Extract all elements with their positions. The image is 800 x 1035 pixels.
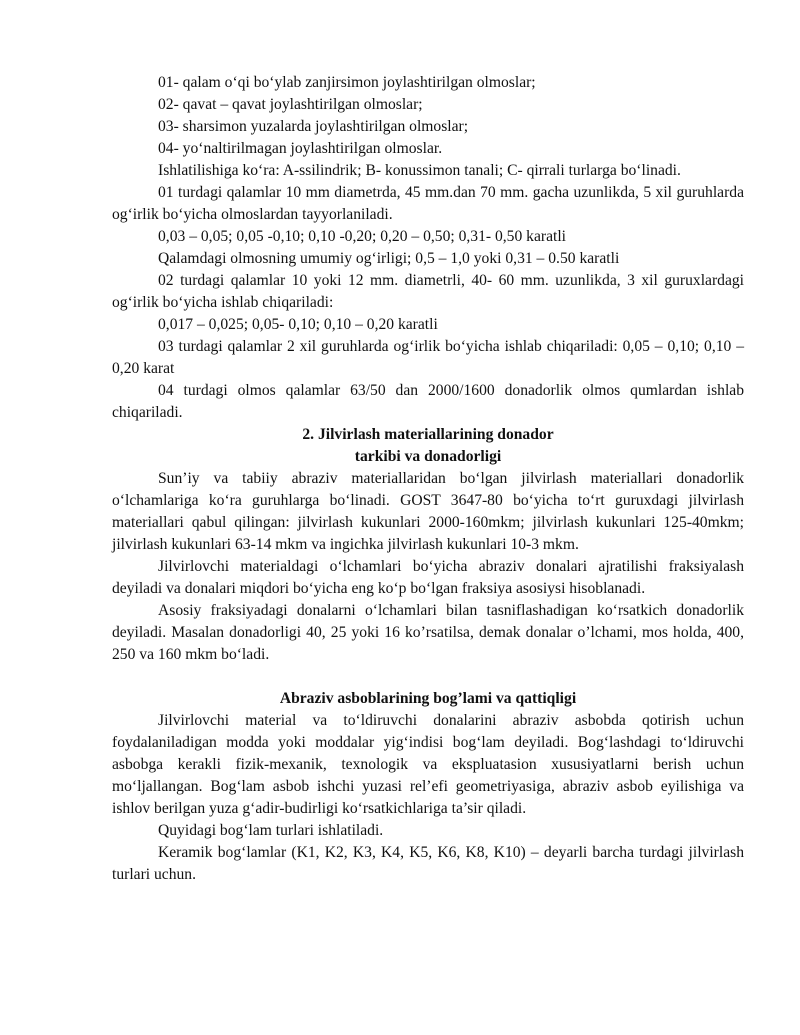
spacer	[112, 666, 744, 688]
paragraph-bond-types: Quyidagi bog‘lam turlari ishlatiladi.	[158, 822, 384, 839]
paragraph-type-04: 04 turdagi olmos qalamlar 63/50 dan 2000/1600 donadorlik olmos qumlardan ishlab chiqariladi.	[112, 382, 744, 421]
paragraph-shape-types: Ishlatilishiga ko‘ra: A-ssilindrik; B- konussimon tanali; C- qirrali turlarga bo‘linadi.	[158, 162, 681, 179]
document-page	[112, 72, 744, 886]
section-heading-2-line2: tarkibi va donadorligi	[354, 448, 502, 465]
weight-ranges-02: 0,017 – 0,025; 0,05- 0,10; 0,10 – 0,20 karatli	[158, 316, 438, 333]
list-item: 01- qalam o‘qi bo‘ylab zanjirsimon joylashtirilgan olmoslar;	[158, 74, 536, 91]
list-item: 02- qavat – qavat joylashtirilgan olmoslar;	[158, 96, 423, 113]
paragraph-gost: Sun’iy va tabiiy abraziv materiallaridan bo‘lgan jilvirlash materiallari donadorlik o‘lchamlariga ko‘ra guruhlarga bo‘linadi. GOST 3647-80 bo‘yicha to‘rt guruxdagi jilvirlash materiallari qabul qilingan: jilvirlash kukunlari 2000-160mkm; jilvirlash kukunlari 125-40mkm; jilvirlash kukunlari 63-14 mkm va ingichka jilvirlash kukunlari 10-3 mkm.	[112, 470, 744, 553]
paragraph-type-01: 01 turdagi qalamlar 10 mm diametrda, 45 mm.dan 70 mm. gacha uzunlikda, 5 xil guruhlarda og‘irlik bo‘yicha olmoslardan tayyorlaniladi.	[112, 184, 744, 223]
list-item: 04- yo‘naltirilmagan joylashtirilgan olmoslar.	[158, 140, 443, 157]
paragraph-type-03: 03 turdagi qalamlar 2 xil guruhlarda og‘irlik bo‘yicha ishlab chiqariladi: 0,05 – 0,10; 0,10 – 0,20 karat	[112, 338, 744, 377]
paragraph-bond: Jilvirlovchi material va to‘ldiruvchi donalarini abraziv asbobda qotirish uchun foydalaniladigan modda yoki moddalar yig‘indisi bog‘lam deyiladi. Bog‘lashdagi to‘ldiruvchi asbobga kerakli fizik-mexanik, texnologik va ekspluatasion xususiyatlarni berish uchun mo‘ljallangan. Bog‘lam asbob ishchi yuzasi rel’efi geometriyasiga, abraziv asbob eyilishiga va ishlov berilgan yuza g‘adir-budirligi ko‘rsatkichlariga ta’sir qiladi.	[112, 712, 744, 817]
paragraph-fractioning: Jilvirlovchi materialdagi o‘lchamlari bo‘yicha abraziv donalari ajratilishi fraksiyalash deyiladi va donalari miqdori bo‘yicha eng ko‘p bo‘lgan fraksiya asosiysi hisoblanadi.	[112, 558, 744, 597]
paragraph-ceramic-bond: Keramik bog‘lamlar (K1, K2, K3, K4, K5, K6, K8, K10) – deyarli barcha turdagi jilvirlash turlari uchun.	[112, 844, 744, 883]
weight-ranges-01: 0,03 – 0,05; 0,05 -0,10; 0,10 -0,20; 0,20 – 0,50; 0,31- 0,50 karatli	[158, 228, 567, 245]
paragraph-type-02: 02 turdagi qalamlar 10 yoki 12 mm. diametrli, 40- 60 mm. uzunlikda, 3 xil guruxlardagi og‘irlik bo‘yicha ishlab chiqariladi:	[112, 272, 744, 311]
list-item: 03- sharsimon yuzalarda joylashtirilgan olmoslar;	[158, 118, 469, 135]
total-diamond-weight: Qalamdagi olmosning umumiy og‘irligi; 0,5 – 1,0 yoki 0,31 – 0.50 karatli	[158, 250, 620, 267]
section-heading-2-line1: 2. Jilvirlash materiallarining donador	[302, 426, 554, 443]
section-heading-bond: Abraziv asboblarining bog’lami va qattiqligi	[279, 690, 577, 707]
paragraph-grain-size: Asosiy fraksiyadagi donalarni o‘lchamlari bilan tasniflashadigan ko‘rsatkich donadorlik deyiladi. Masalan donadorligi 40, 25 yoki 16 ko’rsatilsa, demak donalar o’lchami, mos holda, 400, 250 va 160 mkm bo‘ladi.	[112, 602, 744, 663]
